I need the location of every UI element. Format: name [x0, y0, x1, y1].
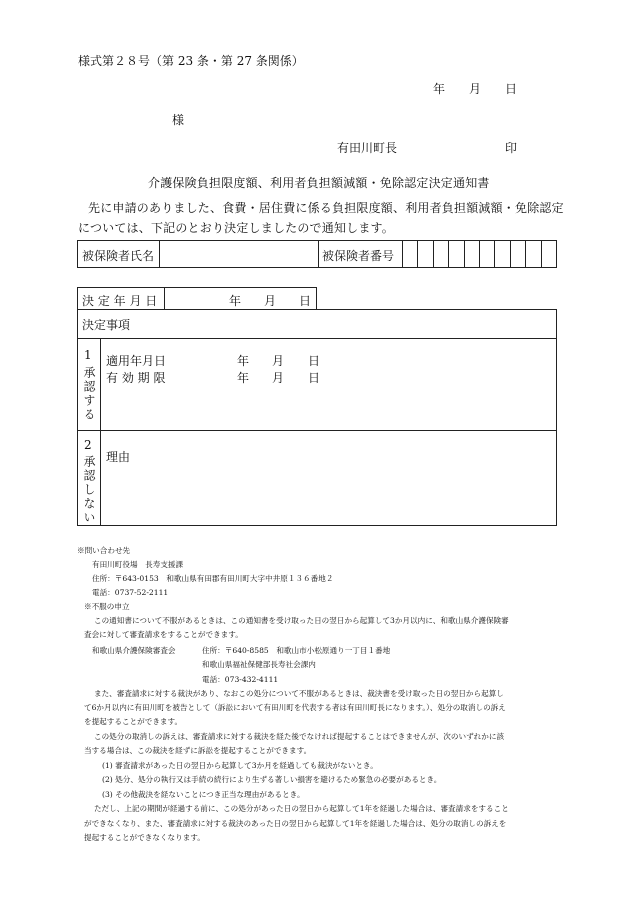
number-digit-cell[interactable]	[464, 240, 479, 268]
applied-year: 年	[237, 354, 250, 368]
reason-label: 理由	[106, 450, 131, 464]
appeal-p3-line2: 当する場合は、この裁決を経ずに訴訟を提起することができます。	[84, 746, 312, 755]
insured-name-label: 被保険者氏名	[82, 249, 155, 263]
number-digit-cell[interactable]	[433, 240, 448, 268]
date-month: 月	[469, 82, 482, 96]
decision-items-label: 決定事項	[82, 318, 131, 332]
number-digit-cell[interactable]	[494, 240, 509, 268]
form-number: 様式第２８号（第 23 条・第 27 条関係）	[78, 54, 304, 68]
appeal-p2-line3: を提起することができます。	[84, 717, 183, 726]
appeal-p4-line3: 提起することができなくなります。	[84, 833, 205, 842]
appeal-p2-line1: また、審査請求に対する裁決があり、なおこの処分について不服があるときは、裁決書を受け取った日の翌日から起算し	[94, 689, 504, 698]
expiry-day: 日	[308, 371, 321, 385]
review-board-address: 住所：〒640-8585 和歌山市小松原通り一丁目１番地	[202, 646, 391, 655]
reject-label: 承認しない	[82, 455, 96, 525]
document-title: 介護保険負担限度額、利用者負担額減額・免除認定決定通知書	[148, 176, 490, 190]
number-digit-cell[interactable]	[510, 240, 525, 268]
issuer-name: 有田川町長	[337, 141, 398, 155]
expiry-label: 有 効 期 限	[106, 371, 166, 385]
appeal-p4-line1: ただし、上記の期間が経過する前に、この処分があった日の翌日から起算して1年を経過した場合は、審査請求をすること	[94, 804, 509, 813]
date-day: 日	[505, 82, 518, 96]
contact-address: 住所：〒643-0153 和歌山県有田郡有田川町大字中井原１３６番地２	[92, 574, 334, 583]
number-digit-cell[interactable]	[417, 240, 432, 268]
addressee-suffix: 様	[172, 113, 185, 127]
appeal-p2-line2: て6か月以内に有田川町を被告として（訴訟において有田川町を代表する者は有田川町長になります。）、処分の取消しの訴え	[84, 703, 506, 712]
reject-number: 2	[84, 438, 92, 452]
review-board-name: 和歌山県介護保険審査会	[92, 646, 176, 655]
appeal-item-2: (2) 処分、処分の執行又は手続の続行により生ずる著しい損害を避けるため緊急の必要があるとき。	[102, 775, 442, 784]
applied-month: 月	[272, 354, 285, 368]
review-board-phone: 電話：073-432-4111	[202, 675, 279, 684]
expiry-year: 年	[237, 371, 250, 385]
expiry-month: 月	[272, 371, 285, 385]
number-digit-cell[interactable]	[479, 240, 494, 268]
decision-date-year: 年	[229, 294, 242, 308]
contact-phone: 電話：0737-52-2111	[92, 588, 169, 597]
number-digit-cell[interactable]	[402, 240, 417, 268]
decision-date-label: 決 定 年 月 日	[82, 294, 158, 308]
decision-date-month: 月	[264, 294, 277, 308]
appeal-p4-line2: ができなくなり、また、審査請求に対する裁決のあった日の翌日から起算して1年を経過した場合は、処分の取消しの訴えを	[84, 819, 507, 828]
appeal-p3-line1: この処分の取消しの訴えは、審査請求に対する裁決を経た後でなければ提起することはできませんが、次のいずれかに該	[94, 732, 505, 741]
decision-date-day: 日	[299, 294, 312, 308]
insured-number-label: 被保険者番号	[322, 249, 395, 263]
approve-label: 承認する	[82, 366, 96, 422]
contact-office: 有田川町役場 長寿支援課	[92, 560, 184, 569]
number-digit-cell[interactable]	[448, 240, 463, 268]
insured-number-cells[interactable]	[402, 240, 556, 268]
applied-day: 日	[308, 354, 321, 368]
applied-date-label: 適用年月日	[106, 354, 167, 368]
review-board-dept: 和歌山県福祉保健部長寿社会課内	[202, 660, 316, 669]
number-digit-cell[interactable]	[541, 240, 556, 268]
seal-mark: 印	[505, 141, 518, 155]
appeal-item-3: (3) その他裁決を経ないことにつき正当な理由があるとき。	[102, 790, 305, 799]
approve-number: 1	[84, 348, 92, 362]
appeal-p1-line2: 査会に対して審査請求をすることができます。	[84, 630, 243, 639]
intro-line-2: については、下記のとおり決定しましたので通知します。	[78, 221, 395, 235]
intro-line-1: 先に申請のありました、食費・居住費に係る負担限度額、利用者負担額減額・免除認定	[88, 201, 564, 215]
contact-heading: ※問い合わせ先	[77, 546, 131, 555]
appeal-item-1: (1) 審査請求があった日の翌日から起算して3か月を経過しても裁決がないとき。	[102, 761, 378, 770]
appeal-heading: ※不服の申立	[84, 602, 130, 611]
number-digit-cell[interactable]	[525, 240, 540, 268]
appeal-p1-line1: この通知書について不服があるときは、この通知書を受け取った日の翌日から起算して3か月以内に、和歌山県介護保険審	[94, 616, 509, 625]
decision-items-table	[77, 309, 557, 526]
date-year: 年	[433, 82, 446, 96]
